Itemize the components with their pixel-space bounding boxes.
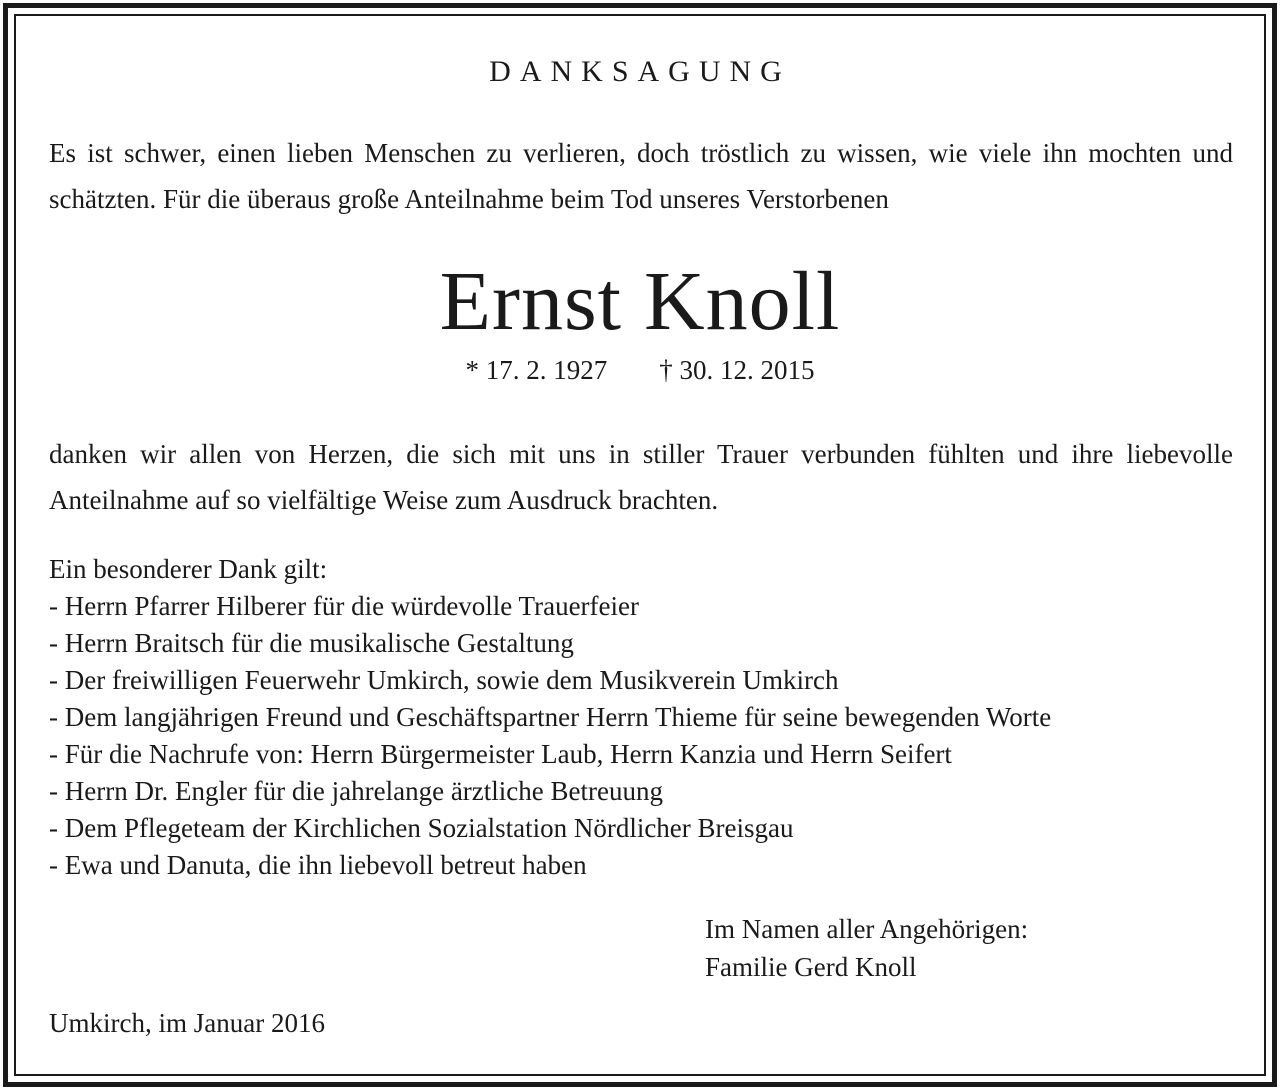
thanks-item: - Herrn Braitsch für die musikalische Gestaltung — [49, 628, 574, 658]
deceased-name: Ernst Knoll — [439, 255, 841, 348]
thanks-item: - Herrn Dr. Engler für die jahrelange ärztliche Betreuung — [49, 776, 663, 806]
death-date: † 30. 12. 2015 — [659, 355, 815, 385]
place-and-date: Umkirch, im Januar 2016 — [49, 1008, 325, 1038]
special-thanks-label: Ein besonderer Dank gilt: — [49, 554, 328, 584]
intro-paragraph: Es ist schwer, einen lieben Menschen zu verlieren, doch tröstlich zu wissen, wie viele ihn mochten und schätzten. Für die überaus große Anteilnahme beim Tod unseres Verstorbenen — [49, 138, 1233, 214]
thanks-item: - Der freiwilligen Feuerwehr Umkirch, sowie dem Musikverein Umkirch — [49, 665, 839, 695]
birth-date: * 17. 2. 1927 — [465, 355, 608, 385]
thanks-item: - Dem Pflegeteam der Kirchlichen Sozialstation Nördlicher Breisgau — [49, 813, 794, 843]
thanks-item: - Für die Nachrufe von: Herrn Bürgermeister Laub, Herrn Kanzia und Herrn Seifert — [49, 739, 952, 769]
special-thanks-list — [49, 588, 1249, 884]
notice-heading: DANKSAGUNG — [489, 55, 791, 88]
thanks-item: - Herrn Pfarrer Hilberer für die würdevolle Trauerfeier — [49, 591, 639, 621]
thanks-item: - Ewa und Danuta, die ihn liebevoll betreut haben — [49, 850, 587, 880]
signature-line-1: Im Namen aller Angehörigen: — [705, 914, 1029, 944]
gratitude-paragraph: danken wir allen von Herzen, die sich mit uns in stiller Trauer verbunden fühlten und ihre liebevolle Anteilnahme auf so vielfältige Weise zum Ausdruck brachten. — [49, 439, 1233, 515]
life-dates — [0, 350, 1280, 390]
special-thanks — [49, 551, 1249, 884]
signature-block — [705, 910, 1028, 986]
signature-line-2: Familie Gerd Knoll — [705, 952, 917, 982]
thanks-item: - Dem langjährigen Freund und Geschäftspartner Herrn Thieme für seine bewegenden Worte — [49, 702, 1052, 732]
